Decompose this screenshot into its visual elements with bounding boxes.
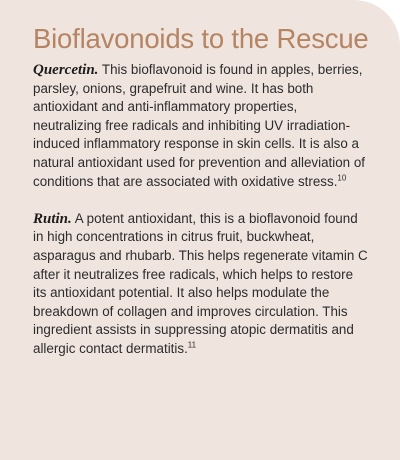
entry-text: A potent antioxidant, this is a bioflavonoid found in high concentrations in citrus fruit, buckwheat, asparagus and rhubarb. This helps regenerate vitamin C after it neutralizes free radicals, which helps to restore its antioxidant potential. It also helps modulate the breakdown of collagen and improves circulation. This ingredient assists in suppressing atopic dermatitis and allergic contact dermatitis. bbox=[33, 210, 368, 356]
entry-term: Quercetin. bbox=[33, 62, 99, 78]
entry-quercetin bbox=[33, 61, 369, 191]
entry-rutin bbox=[33, 210, 369, 359]
entry-term: Rutin. bbox=[33, 210, 72, 227]
sidebar-title: Bioflavonoids to the Rescue bbox=[33, 23, 369, 54]
footnote-ref: 11 bbox=[187, 340, 197, 350]
footnote-ref: 10 bbox=[337, 173, 347, 183]
entry-text: This bioflavonoid is found in apples, berries, parsley, onions, grapefruit and wine. It has both antioxidant and anti-inflammatory properties, neutralizing free radicals and inhibiting UV irradiation-induced inflammatory response in skin cells. It is also a natural antioxidant used for prevention and alleviation of conditions that are associated with oxidative stress. bbox=[33, 62, 366, 189]
